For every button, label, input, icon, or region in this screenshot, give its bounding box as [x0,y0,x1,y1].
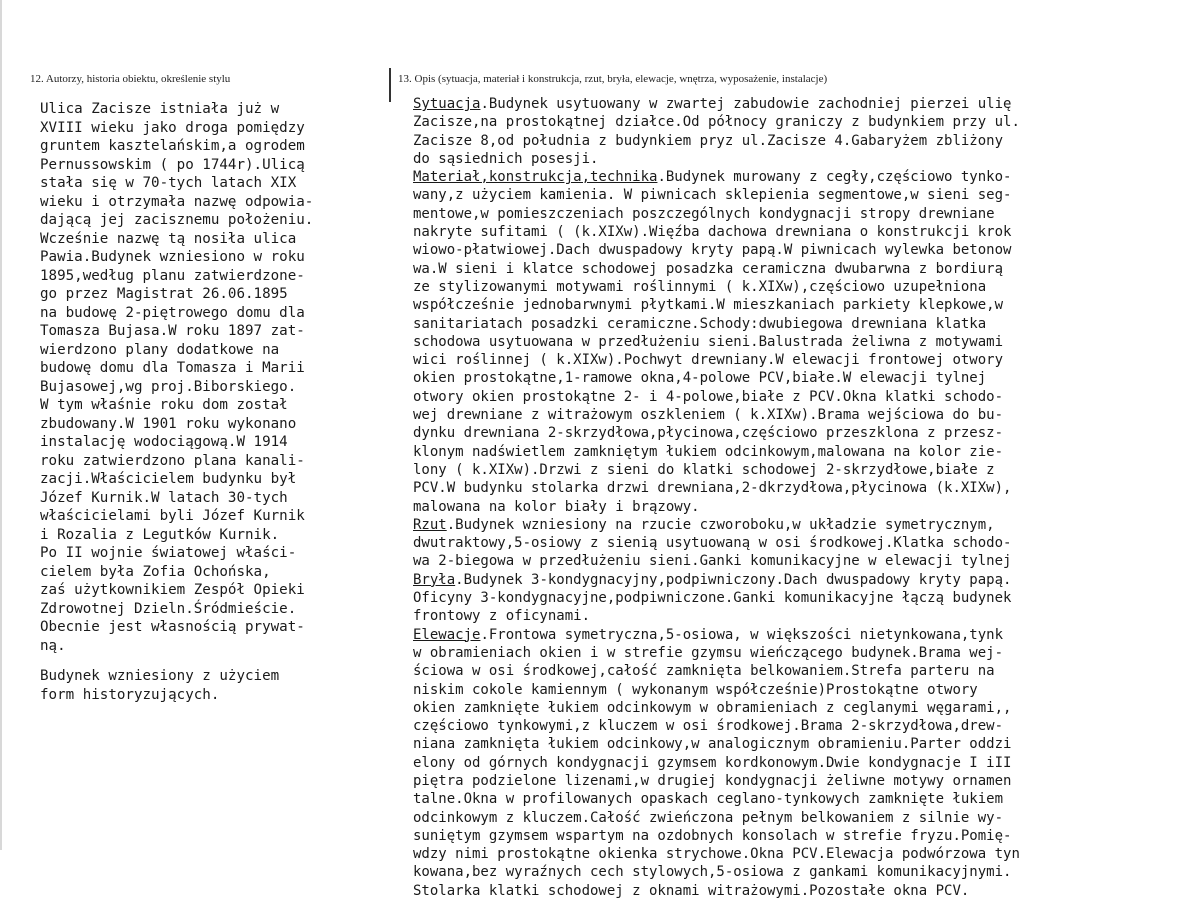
history-line: XVIII wieku jako droga pomiędzy [40,119,305,136]
history-line: zacji.Właścicielem budynku był [40,471,297,487]
line-text: współcześnie jednobarwnymi płytkami.W mieszkaniach parkiety klepkowe,w [413,297,1004,314]
history-line: Zdrowotnej Dzieln.Śródmieście. [40,600,297,617]
history-line: Józef Kurnik.W latach 30-tych [40,489,288,506]
section-heading: Elewacje [413,626,481,643]
description-line [413,735,1153,753]
description-line [413,845,1153,863]
section-heading: Sytuacja [413,96,481,112]
description-line [413,315,1153,333]
line-text: wdzy nimi prostokątne okienka strychowe.Okna PCV.Elewacja podwórzowa tyn [413,846,1020,863]
description-line [413,424,1153,442]
description-line [413,662,1153,680]
history-line: Obecnie jest własnością prywat- [40,619,305,635]
line-text: w obramieniach okien i w strefie gzymsu wieńczącego budynek.Brama wej- [413,644,1004,661]
history-line: wieku i otrzymała nazwę odpowia- [40,193,314,210]
description-line [413,699,1153,717]
style-line: Budynek wzniesiony z użyciem [40,668,280,684]
line-text: okien prostokątne,1-ramowe okna,4-polowe PCV,białe.W elewacji tylnej [413,370,987,387]
history-line: Ulica Zacisze istniała już w [40,101,280,117]
line-text: .Budynek usytuowany w zwartej zabudowie zachodniej pierzei ulię [480,96,1012,112]
description-line [413,296,1153,314]
description-line [413,809,1153,827]
description-line [413,95,1153,113]
line-text: lony ( k.XIXw).Drzwi z sieni do klatki schodowej 2-skrzydłowe,białe z [413,461,995,478]
description-line [413,132,1153,150]
line-text: sanitariatach posadzki ceramiczne.Schody:dwubiegowa drewniana klatka [413,315,987,332]
history-line: roku zatwierdzono plana kanali- [40,452,305,469]
description-line [413,754,1153,772]
description-line [413,223,1153,241]
line-text: niskim cokole kamiennym ( wykonanym współcześnie)Prostokątne otwory [413,681,978,698]
line-text: ściowa w osi środkowej,całość zamknięta belkowaniem.Strefa parteru na [413,663,995,680]
section-12-header: 12. Autorzy, historia obiektu, określenie stylu [30,73,231,85]
description-line [413,333,1153,351]
history-line: Pawia.Budynek wzniesiono w roku [40,249,305,265]
history-line: stała się w 70-tych latach XIX [40,175,297,191]
line-text: częściowo tynkowymi,z kluczem w osi środkowej.Brama 2-skrzydłowa,drew- [413,718,1004,735]
description-line [413,479,1153,497]
history-line: Pernussowskim ( po 1744r).Ulicą [40,156,305,173]
line-text: klonym nadświetlem zamkniętym łukiem odcinkowym,malowana na kolor zie- [413,443,1004,460]
history-line: Bujasowej,wg proj.Biborskiego. [40,378,297,395]
history-line: na budowę 2-piętrowego domu dla [40,304,305,321]
history-line: 1895,według planu zatwierdzone- [40,267,305,284]
line-text: suniętym gzymsem wspartym na ozdobnych konsolach w strefie fryzu.Pomię- [413,827,1012,844]
style-line: form historyzujących. [40,686,220,703]
line-text: kowana,bez wyraźnych cech stylowych,5-osiowa z gankami komunikacyjnymi. [413,864,1012,881]
line-text: .Frontowa symetryczna,5-osiowa, w większości nietynkowana,tynk [480,626,1004,643]
description-line [413,150,1153,168]
description-line [413,388,1153,406]
history-line: i Rozalia z Legutków Kurnik. [40,526,280,543]
line-text: nakryte sufitami ( (k.XIXw).Więźba dachowa drewniana o konstrukcji krok [413,224,1012,241]
history-line: Tomasza Bujasa.W roku 1897 zat- [40,323,305,339]
history-line: dającą jej zacisznemu położeniu. [40,212,314,228]
line-text: niana zamknięta łukiem odcinkowy,w analogicznym obramieniu.Parter oddzi [413,736,1012,753]
history-line: budowę domu dla Tomasza i Marii [40,360,305,376]
section-13-header: 13. Opis (sytuacja, materiał i konstrukcja, rzut, bryła, elewacje, wnętrza, wyposażenie, instalacje) [398,73,828,85]
line-text: piętra podzielone lizenami,w drugiej kondygnacji żeliwne motywy ornamen [413,772,1012,789]
section-heading: Rzut [413,516,447,533]
line-text: Oficyny 3-kondygnacyjne,podpiwniczone.Ganki komunikacyjne łączą budynek [413,590,1012,607]
line-text: .Budynek wzniesiony na rzucie czworoboku,w układzie symetrycznym, [446,516,995,533]
description-line [413,644,1153,662]
line-text: Zacisze,na prostokątnej działce.Od północy graniczy z budynkiem przy ul. [413,114,1020,131]
description-line [413,534,1153,552]
description-line [413,827,1153,845]
description-line [413,681,1153,699]
description-line [413,571,1153,589]
description-line [413,241,1153,259]
history-line: ną. [40,637,66,654]
history-line: go przez Magistrat 26.06.1895 [40,286,288,302]
line-text: schodowa usytuowana w przedłużeniu sieni.Balustrada żeliwna z motywami [413,333,1004,350]
description-line [413,369,1153,387]
description-line [413,461,1153,479]
line-text: dwutraktowy,5-osiowy z sienią usytuowaną w osi środkowej.Klatka schodo- [413,535,1012,552]
description-line [413,498,1153,516]
description-line [413,717,1153,735]
description-line [413,516,1153,534]
line-text: odcinkowym z kluczem.Całość zwieńczona pełnym belkowaniem z silnie wy- [413,809,1004,826]
line-text: otwory okien prostokątne 2- i 4-polowe,białe z PCV.Okna klatki schodo- [413,388,1004,405]
description-line [413,607,1153,625]
description-line [413,260,1153,278]
history-line: gruntem kasztelańskim,a ogrodem [40,138,305,154]
section-heading: Materiał,konstrukcja,technika [413,169,658,186]
history-line: zbudowany.W 1901 roku wykonano [40,415,297,432]
description-line [413,790,1153,808]
history-line: Wcześnie nazwę tą nosiła ulica [40,230,297,247]
line-text: elony od górnych kondygnacji gzymsem kordkonowym.Dwie kondygnacje I iII [413,754,1012,771]
paragraph-gap [40,655,380,667]
line-text: wa 2-biegowa w przedłużeniu sieni.Ganki komunikacyjne w elewacji tylnej [413,553,1012,570]
description-line [413,205,1153,223]
line-text: wiowo-płatwiowej.Dach dwuspadowy kryty papą.W piwnicach wylewka betonow [413,242,1012,259]
line-text: dynku drewniana 2-skrzydłowa,płycinowa,częściowo przeszklona z przesz- [413,425,1004,442]
history-line: Po II wojnie światowej właści- [40,545,297,561]
description-column [413,95,1153,900]
history-line: instalację wodociągową.W 1914 [40,434,288,450]
line-text: wa.W sieni i klatce schodowej posadzka ceramiczna dwubarwna z bordiurą [413,260,1004,277]
line-text: Stolarka klatki schodowej z oknami witrażowymi.Pozostałe okna PCV. [413,882,970,899]
history-line: W tym właśnie roku dom został [40,397,288,413]
line-text: PCV.W budynku stolarka drzwi drewniana,2-dkrzydłowa,płycinowa (k.XIXw), [413,480,1012,497]
line-text: wany,z użyciem kamienia. W piwnicach sklepienia segmentowe,w sieni seg- [413,187,1012,204]
description-line [413,552,1153,570]
line-text: talne.Okna w profilowanych opaskach ceglano-tynkowych zamknięte łukiem [413,791,1004,808]
description-line [413,186,1153,204]
section-heading: Bryła [413,571,456,588]
line-text: .Budynek 3-kondygnacyjny,podpiwniczony.Dach dwuspadowy kryty papą. [455,571,1012,588]
line-text: malowana na kolor biały i brązowy. [413,498,700,515]
description-line [413,168,1153,186]
history-line: wierdzono plany dodatkowe na [40,341,280,358]
line-text: Zacisze 8,od południa z budynkiem pryz ul.Zacisze 4.Gabaryżem zbliżony [413,132,1004,149]
description-line [413,772,1153,790]
line-text: do sąsiednich posesji. [413,150,599,167]
history-line: właścicielami byli Józef Kurnik [40,508,305,524]
line-text: wici roślinnej ( k.XIXw).Pochwyt drewniany.W elewacji frontowej otwory [413,352,1004,369]
description-line [413,351,1153,369]
line-text: ze stylizowanymi motywami roślinnymi ( k.XIXw),częściowo uzupełniona [413,278,987,295]
description-line [413,882,1153,900]
description-line [413,589,1153,607]
history-line: cielem była Zofia Ochońska, [40,563,271,580]
line-text: mentowe,w pomieszczeniach poszczególnych kondygnacji stropy drewniane [413,205,995,222]
line-text: okien zamknięte łukiem odcinkowym w obramieniach z ceglanymi węgarami,, [413,699,1012,716]
description-line [413,626,1153,644]
history-column [40,100,380,704]
line-text: .Budynek murowany z cegły,częściowo tynko- [657,169,1012,186]
column-divider [389,68,391,102]
description-line [413,113,1153,131]
page-edge [0,0,2,850]
history-line: zaś użytkownikiem Zespół Opieki [40,582,305,598]
description-line [413,278,1153,296]
description-line [413,863,1153,881]
description-line [413,443,1153,461]
line-text: frontowy z oficynami. [413,608,591,625]
line-text: wej drewniane z witrażowym oszkleniem ( k.XIXw).Brama wejściowa do bu- [413,407,1004,424]
description-line [413,406,1153,424]
